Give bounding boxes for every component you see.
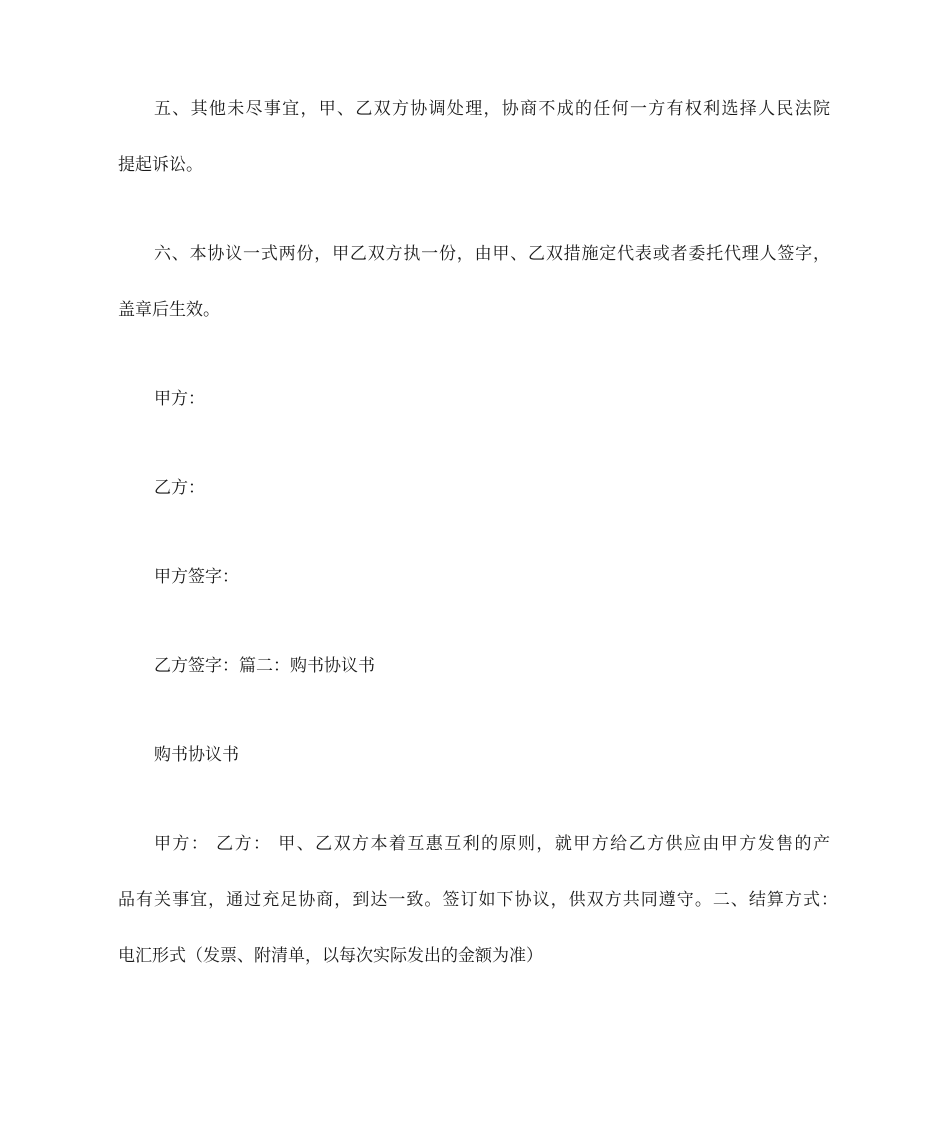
agreement-intro-line-2: 品有关事宜，通过充足协商，到达一致。签订如下协议，供双方共同遵守。二、结算方式： [118,890,838,910]
paragraph-6-line-2: 盖章后生效。 [118,300,220,320]
paragraph-5-line-2: 提起诉讼。 [118,155,203,175]
party-b-signature-and-section-title: 乙方签字：篇二：购书协议书 [154,656,375,676]
party-a-label: 甲方： [154,389,205,409]
paragraph-6-line-1: 六、本协议一式两份，甲乙双方执一份，由甲、乙双措施定代表或者委托代理人签字， [154,244,830,264]
settlement-method-line: 电汇形式（发票、附清单，以每次实际发出的金额为准） [118,946,543,966]
party-b-label: 乙方： [154,478,205,498]
agreement-intro-line-1: 甲方： 乙方： 甲、乙双方本着互惠互利的原则，就甲方给乙方供应由甲方发售的产 [154,834,830,854]
party-a-signature-label: 甲方签字： [154,567,239,587]
agreement-title: 购书协议书 [154,745,239,765]
paragraph-5-line-1: 五、其他未尽事宜，甲、乙双方协调处理，协商不成的任何一方有权利选择人民法院 [154,99,830,119]
